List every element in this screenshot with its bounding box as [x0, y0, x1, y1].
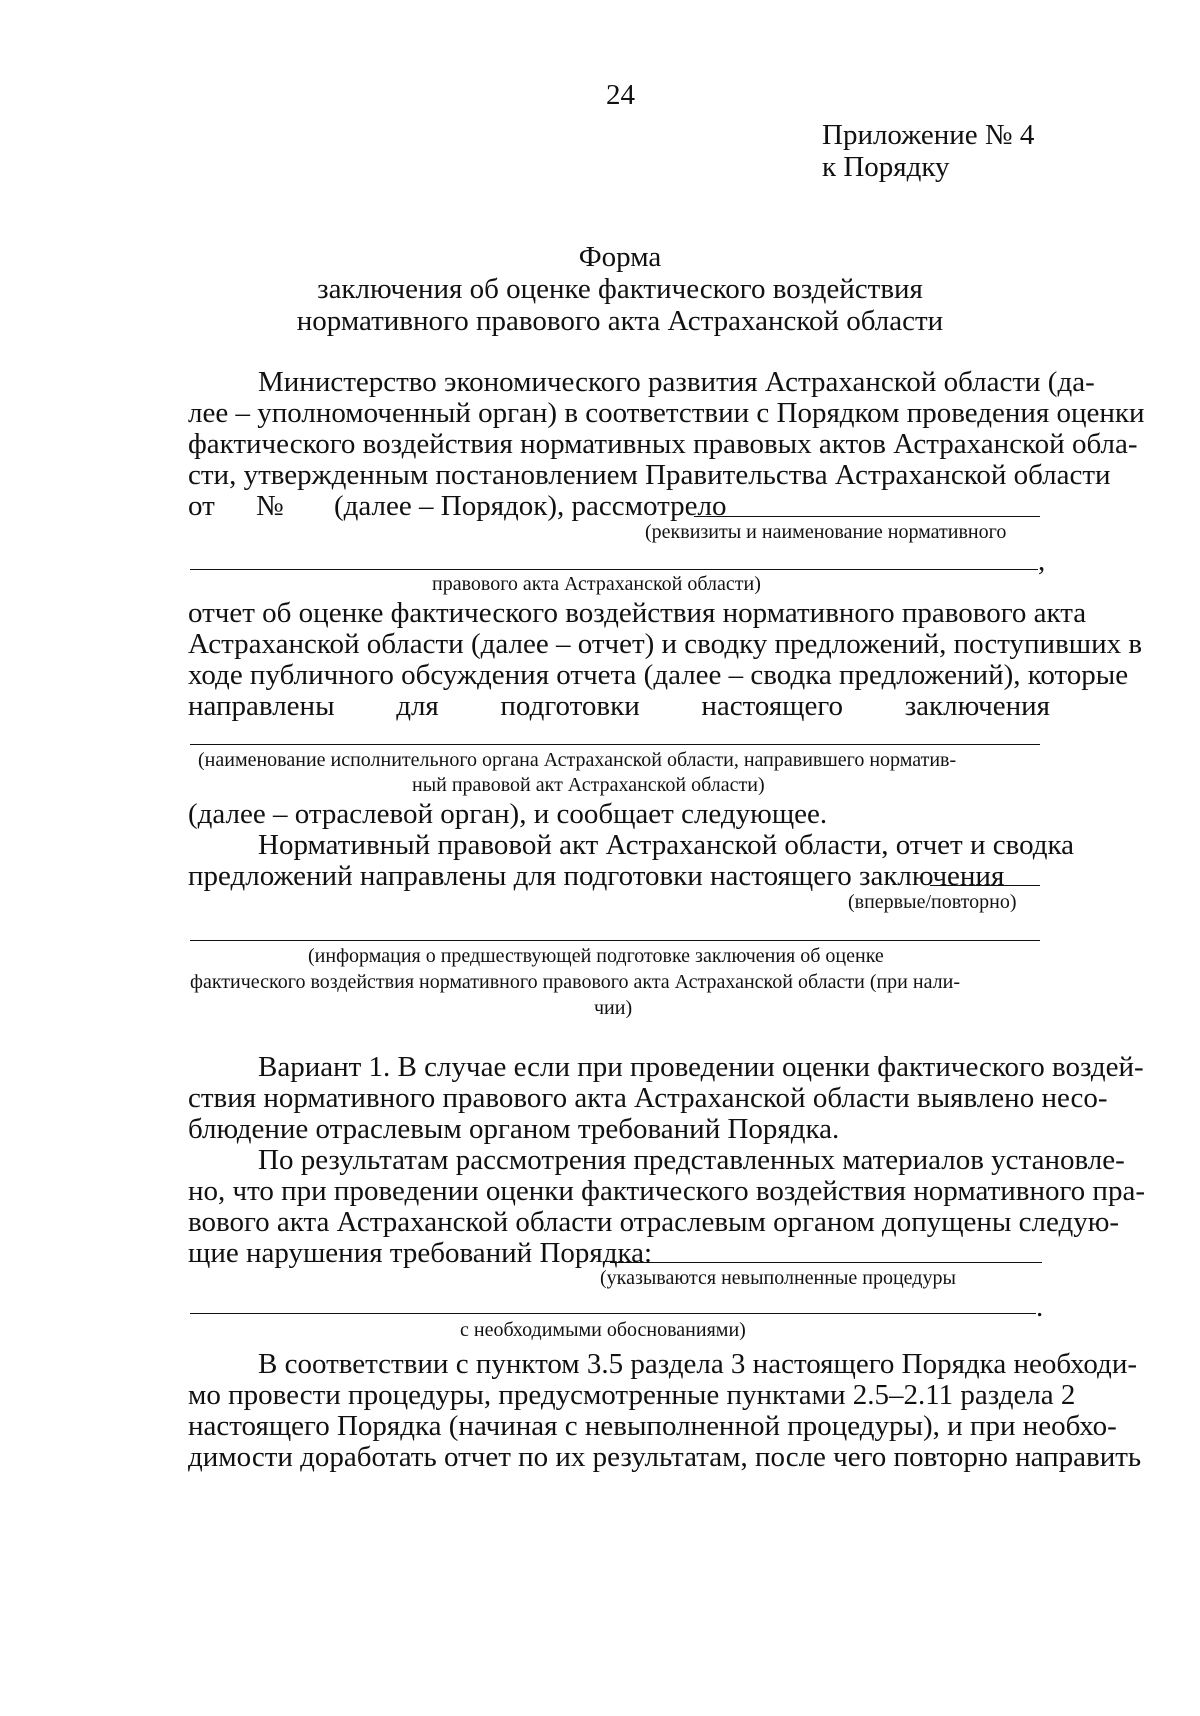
paragraph-3-line-2: предложений направлены для подготовки настоящего заключения	[188, 860, 1005, 892]
date-label: от	[188, 490, 215, 522]
executive-body-caption-1: (наименование исполнительного органа Астраханской области, направившего норматив-	[198, 749, 957, 771]
number-label: №	[256, 490, 284, 522]
prior-info-caption-1: (информация о предшествующей подготовке заключения об оценке	[308, 945, 884, 967]
paragraph-6-line-1: В соответствии с пунктом 3.5 раздела 3 настоящего Порядка необходи-	[258, 1348, 1137, 1380]
paragraph-5-line-1: По результатам рассмотрения представленных материалов установле-	[258, 1144, 1125, 1176]
word-4: настоящего	[701, 690, 844, 722]
word-2: для	[396, 690, 439, 722]
first-repeat-caption: (впервые/повторно)	[848, 891, 1017, 913]
prior-info-caption-2: фактического воздействия нормативного правового акта Астраханской области (при нали-	[190, 971, 960, 993]
paragraph-4-line-1: Вариант 1. В случае если при проведении оценки фактического воздей-	[258, 1051, 1144, 1083]
paragraph-5-line-3: вового акта Астраханской области отраслевым органом допущены следую-	[188, 1206, 1120, 1238]
executive-body-field[interactable]	[190, 744, 1040, 745]
paragraph-5-line-4: щие нарушения требований Порядка:	[188, 1237, 653, 1269]
act-details-field[interactable]	[694, 516, 1040, 517]
prior-info-caption-3: чии)	[594, 997, 633, 1019]
paragraph-2-line-5: (далее – отраслевой орган), и сообщает следующее.	[188, 798, 828, 830]
word-5: заключения	[904, 690, 1050, 722]
act-details-caption-2: правового акта Астраханской области)	[432, 573, 761, 595]
violations-field[interactable]	[610, 1262, 1042, 1263]
paragraph-2-line-4	[188, 689, 1050, 723]
paragraph-4-line-2: ствия нормативного правового акта Астраханской области выявлено несо-	[188, 1082, 1108, 1114]
act-details-caption: (реквизиты и наименование нормативного	[645, 521, 1007, 543]
violations-field-2[interactable]	[190, 1313, 1036, 1314]
violations-caption-2: с необходимыми обоснованиями)	[460, 1319, 746, 1341]
paragraph-6-line-2: мо провести процедуры, предусмотренные пунктами 2.5–2.11 раздела 2	[188, 1379, 1076, 1411]
appendix-line-1: Приложение № 4	[822, 119, 1035, 151]
period: .	[1036, 1291, 1044, 1323]
paragraph-1-line-3: фактического воздействия нормативных правовых актов Астраханской обла-	[188, 428, 1138, 460]
paragraph-2-line-1: отчет об оценке фактического воздействия нормативного правового акта	[188, 597, 1087, 629]
paragraph-1-line-4: сти, утвержденным постановлением Правительства Астраханской области	[188, 459, 1111, 491]
paragraph-2-line-3: ходе публичного обсуждения отчета (далее – сводка предложений), которые	[188, 659, 1129, 691]
executive-body-caption-2: ный правовой акт Астраханской области)	[412, 774, 765, 796]
form-subtitle-1: заключения об оценке фактического воздействия	[317, 273, 923, 305]
form-title: Форма	[578, 241, 662, 273]
word-3: подготовки	[500, 690, 640, 722]
act-details-field-2[interactable]	[190, 569, 1038, 570]
paragraph-1-line-5: (далее – Порядок), рассмотрело	[334, 490, 727, 522]
appendix-line-2: к Порядку	[822, 151, 950, 183]
paragraph-6-line-4: димости доработать отчет по их результатам, после чего повторно направить	[188, 1441, 1142, 1473]
paragraph-4-line-3: блюдение отраслевым органом требований Порядка.	[188, 1113, 840, 1145]
prior-info-field[interactable]	[190, 940, 1040, 941]
form-subtitle-2: нормативного правового акта Астраханской области	[296, 305, 944, 337]
paragraph-3-line-1: Нормативный правовой акт Астраханской области, отчет и сводка	[258, 829, 1075, 861]
word-1: направлены	[188, 690, 335, 722]
first-repeat-field[interactable]	[930, 885, 1040, 886]
comma: ,	[1038, 545, 1046, 577]
paragraph-2-line-2: Астраханской области (далее – отчет) и сводку предложений, поступивших в	[188, 628, 1143, 660]
paragraph-1-line-1	[258, 365, 1095, 399]
p1-l1-text: Министерство экономического развития Астраханской области (да-	[258, 366, 1095, 398]
paragraph-1-line-2: лее – уполномоченный орган) в соответствии с Порядком проведения оценки	[188, 397, 1145, 429]
paragraph-6-line-3: настоящего Порядка (начиная с невыполненной процедуры), и при необхо-	[188, 1410, 1117, 1442]
violations-caption: (указываются невыполненные процедуры	[600, 1267, 956, 1289]
page-number: 24	[606, 79, 635, 111]
paragraph-5-line-2: но, что при проведении оценки фактического воздействия нормативного пра-	[188, 1175, 1145, 1207]
